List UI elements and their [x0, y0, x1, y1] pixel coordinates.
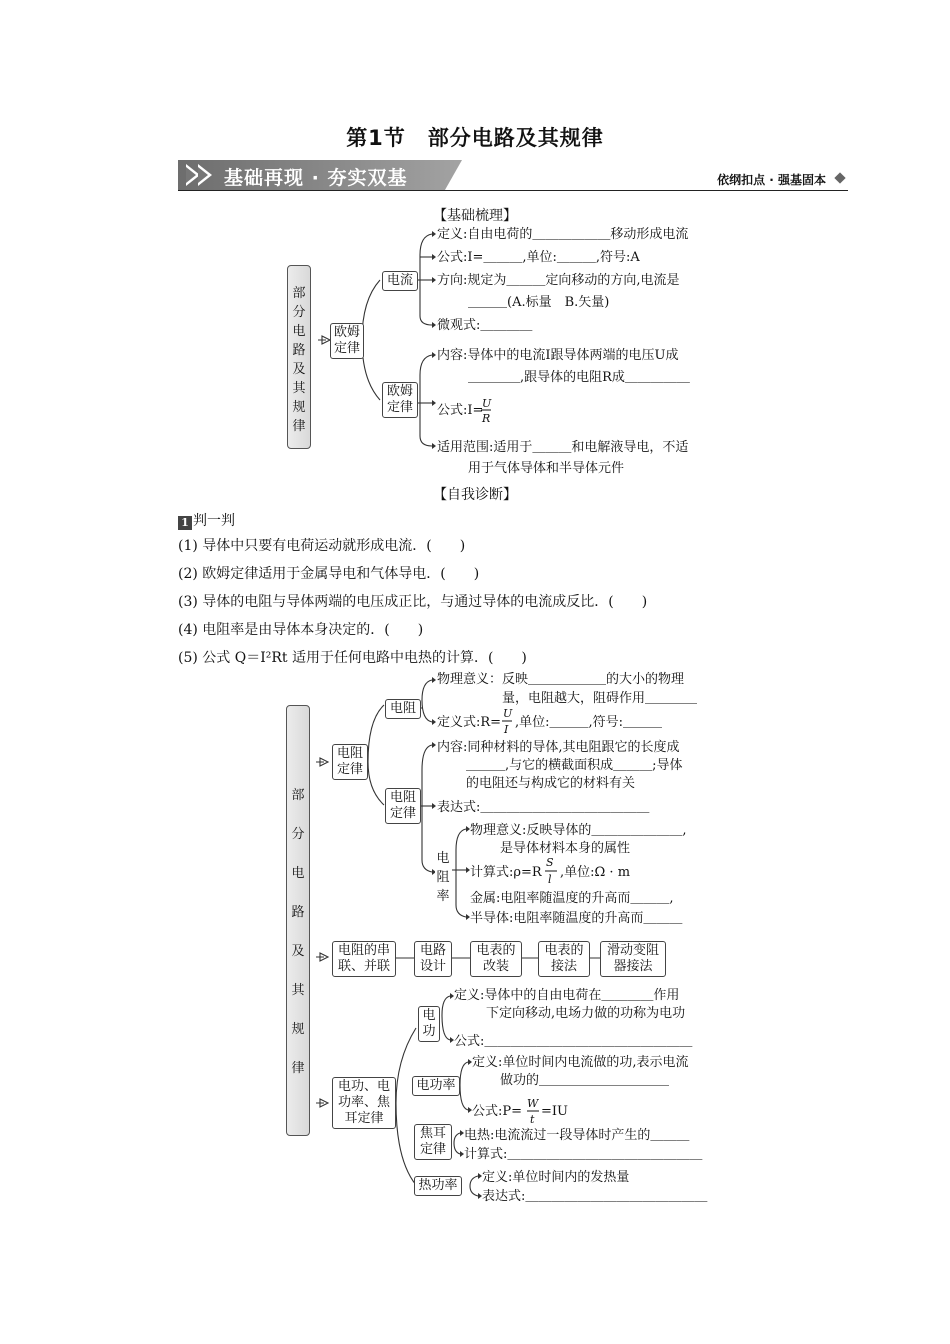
series-group-box: 电阻的串联、并联 [332, 941, 396, 977]
map2-root: 部分电路及其规律 [286, 705, 310, 1136]
frac-i: I [504, 723, 509, 736]
current-definition: 定义:自由电荷的＿＿＿＿＿＿移动形成电流 [437, 227, 689, 242]
current-micro: 微观式:＿＿＿＿ [437, 318, 533, 333]
resistance-meaning: 物理意义：反映＿＿＿＿＿＿的大小的物理 [437, 672, 685, 687]
map1-root: 部分电路及其规律 [287, 265, 311, 449]
judge-item-3: (3) 导体的电阻与导体两端的电压成正比，与通过导体的电流成反比．( ) [178, 594, 648, 610]
judge-item-4: (4) 电阻率是由导体本身决定的．( ) [178, 622, 424, 638]
ohm-scope: 适用范围:适用于＿＿＿和电解液导电，不适 [437, 440, 689, 455]
map1-ohm-group: 欧姆定律 [330, 323, 364, 359]
banner-right-text: 依纲扣点 · 强基固本 [717, 173, 826, 187]
work-definition-cont: 下定向移动,电场力做的功称为电功 [486, 1006, 686, 1021]
judge-label: 判一判 [193, 513, 235, 529]
judge-item-1: (1) 导体中只要有电荷运动就形成电流．( ) [178, 538, 466, 554]
step-meter-modify: 电表的改装 [470, 941, 522, 977]
current-direction: 方向:规定为＿＿＿定向移动的方向,电流是 [437, 273, 680, 288]
joule-box: 焦耳定律 [414, 1124, 452, 1160]
ohm-formula: 公式:I= [437, 403, 484, 418]
frac-u: U [482, 397, 492, 410]
resist-law-box: 电阻定律 [385, 788, 421, 824]
frac-r: R [482, 412, 491, 425]
resistance-unit: ,单位:＿＿＿,符号:＿＿＿ [515, 715, 663, 730]
resistivity-meaning-cont: 是导体材料本身的属性 [500, 841, 631, 856]
resistivity-semiconductor: 半导体:电阻率随温度的升高而＿＿＿ [470, 911, 683, 926]
frac-w: W [527, 1097, 539, 1110]
current-direction-cont: ＿＿＿(A.标量 B.矢量) [468, 295, 610, 310]
frac-t: t [530, 1113, 535, 1126]
frac-l: l [548, 873, 552, 886]
resistivity-box: 电阻率 [435, 848, 451, 907]
frac-s: S [546, 856, 554, 869]
power-definition-cont: 做功的＿＿＿＿＿＿＿＿＿＿ [500, 1073, 670, 1088]
power-group-box: 电功、电功率、焦耳定律 [332, 1077, 396, 1129]
step-meter-connect: 电表的接法 [538, 941, 590, 977]
resist-group-box: 电阻定律 [332, 744, 368, 780]
resistance-box: 电阻 [385, 699, 421, 719]
step-rheostat: 滑动变阻器接法 [600, 941, 666, 977]
resist-law-content-2: ＿＿＿,与它的横截面积成＿＿＿;导体 [466, 758, 683, 773]
resistivity-metal: 金属:电阻率随温度的升高而＿＿＿, [470, 891, 674, 906]
ohm-content-cont: ＿＿＿＿,跟导体的电阻R成＿＿＿＿＿ [468, 370, 690, 385]
banner-left-text: 基础再现 · 夯实双基 [224, 167, 408, 189]
power-formula-cont: =IU [541, 1104, 568, 1119]
ohm-scope-cont: 用于气体导体和半导体元件 [468, 461, 625, 476]
section-heading-basic: 【基础梳理】 [433, 208, 517, 224]
number-badge: 1 [178, 516, 192, 530]
power-box: 电功率 [412, 1076, 460, 1096]
resistance-meaning-cont: 量，电阻越大，阻碍作用＿＿＿＿ [502, 691, 698, 706]
judge-heading [178, 510, 235, 530]
step-circuit-design: 电路设计 [414, 941, 452, 977]
current-formula: 公式:I=＿＿＿,单位:＿＿＿,符号:A [437, 250, 640, 265]
work-box: 电功 [418, 1006, 440, 1042]
heat-power-box: 热功率 [414, 1176, 462, 1196]
work-formula: 公式:＿＿＿＿＿＿＿＿＿＿＿＿＿＿＿＿ [454, 1034, 693, 1049]
heat-definition: 定义:单位时间内的发热量 [482, 1170, 630, 1185]
resist-law-expression: 表达式:＿＿＿＿＿＿＿＿＿＿＿＿＿ [437, 800, 650, 815]
judge-item-2: (2) 欧姆定律适用于金属导电和气体导电．( ) [178, 566, 480, 582]
map1-current-box: 电流 [382, 271, 418, 291]
resistance-definition: 定义式:R= [437, 715, 502, 730]
resist-law-content-3: 的电阻还与构成它的材料有关 [466, 776, 636, 791]
power-formula: 公式:P= [472, 1104, 523, 1119]
resistivity-meaning: 物理意义:反映导体的＿＿＿＿＿＿＿, [470, 823, 687, 838]
heat-expression: 表达式:＿＿＿＿＿＿＿＿＿＿＿＿＿＿ [482, 1189, 708, 1204]
section-heading-diagnosis: 【自我诊断】 [433, 487, 517, 503]
work-definition: 定义:导体中的自由电荷在＿＿＿＿作用 [454, 988, 680, 1003]
map1-ohm-law-box: 欧姆定律 [382, 382, 418, 418]
judge-item-5: (5) 公式 Q＝I²Rt 适用于任何电路中电热的计算．( ) [178, 650, 527, 666]
joule-formula: 计算式:＿＿＿＿＿＿＿＿＿＿＿＿＿＿＿ [464, 1147, 703, 1162]
page-title: 第1节 部分电路及其规律 [346, 126, 604, 150]
ohm-content: 内容:导体中的电流I跟导体两端的电压U成 [437, 348, 679, 363]
resist-law-content: 内容:同种材料的导体,其电阻跟它的长度成 [437, 740, 680, 755]
resistivity-unit: ,单位:Ω · m [560, 865, 631, 880]
joule-heat: 电热:电流流过一段导体时产生的＿＿＿ [464, 1128, 690, 1143]
frac-u2: U [503, 707, 513, 720]
resistivity-formula: 计算式:ρ=R [470, 865, 542, 880]
power-definition: 定义:单位时间内电流做的功,表示电流 [472, 1055, 689, 1070]
